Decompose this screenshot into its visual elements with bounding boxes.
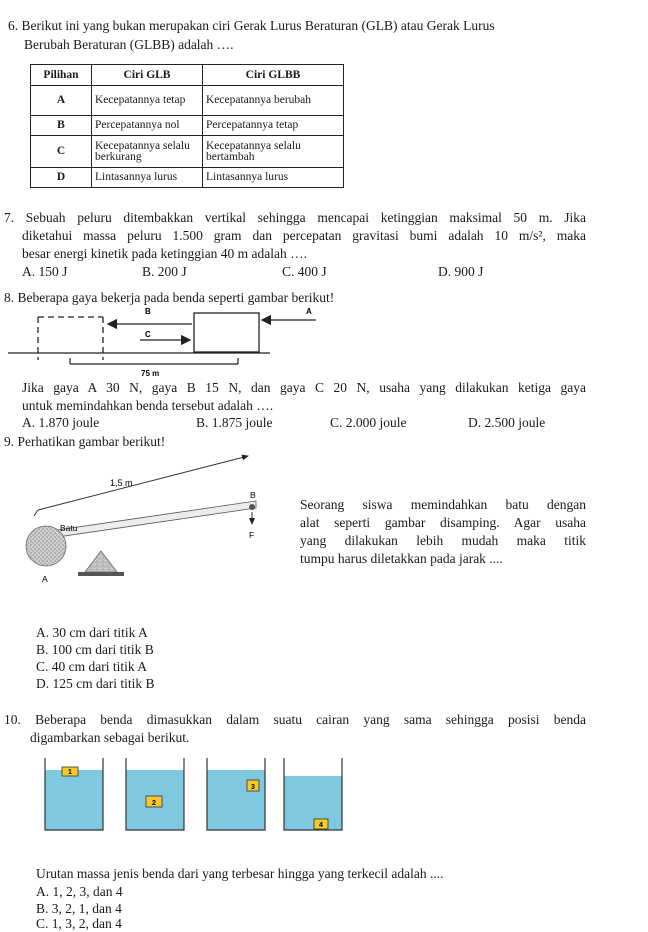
q9-option-a: A. 30 cm dari titik A <box>36 625 148 640</box>
q7-line3: besar energi kinetik pada ketinggian 40 m adalah …. <box>22 246 308 261</box>
table-cell-glbb: Lintasannya lurus <box>203 168 344 188</box>
q9-text-line2: alat seperti gambar disamping. Agar usaha <box>300 515 586 530</box>
q9-option-d: D. 125 cm dari titik B <box>36 676 155 691</box>
q9-option-c: C. 40 cm dari titik A <box>36 659 147 674</box>
q8-option-a: A. 1.870 joule <box>22 415 100 430</box>
table-row <box>31 136 344 168</box>
table-row <box>31 86 344 116</box>
q9-text-line4: tumpu harus diletakkan pada jarak .... <box>300 551 503 566</box>
fulcrum <box>85 551 117 572</box>
object-3-label: 3 <box>251 784 255 791</box>
force-f-label: F <box>249 530 255 540</box>
object-2-label: 2 <box>152 800 156 807</box>
q7-option-a: A. 150 J <box>22 264 68 279</box>
table-cell-glb: Kecepatannya selalu berkurang <box>92 136 203 168</box>
q9-option-b: B. 100 cm dari titik B <box>36 642 154 657</box>
q10-line2: digambarkan sebagai berikut. <box>30 730 190 745</box>
point-b-marker <box>249 504 255 510</box>
q10-question: Urutan massa jenis benda dari yang terbesar hingga yang terkecil adalah .... <box>36 866 444 881</box>
table-header: Pilihan <box>31 65 92 86</box>
q8-line2: Jika gaya A 30 N, gaya B 15 N, dan gaya C 20 N, usaha yang dilakukan ketiga gaya <box>22 380 586 395</box>
table-cell-option: B <box>31 116 92 136</box>
q8-option-c: C. 2.000 joule <box>330 415 407 430</box>
table-row <box>31 168 344 188</box>
table-cell-option: A <box>31 86 92 116</box>
table-row <box>31 116 344 136</box>
table-header: Ciri GLBB <box>203 65 344 86</box>
q8-option-d: D. 2.500 joule <box>468 415 546 430</box>
beakers-diagram <box>40 756 350 836</box>
q7-option-b: B. 200 J <box>142 264 187 279</box>
table-cell-option: D <box>31 168 92 188</box>
table-cell-option: C <box>31 136 92 168</box>
q8-line3: untuk memindahkan benda tersebut adalah …. <box>22 398 274 413</box>
q7-option-d: D. 900 J <box>438 264 484 279</box>
length-dimension-tick <box>34 510 38 516</box>
force-b-label: B <box>145 307 151 316</box>
stone-label: Batu <box>60 523 78 533</box>
table-cell-glb: Percepatannya nol <box>92 116 203 136</box>
object-1-label: 1 <box>68 769 72 776</box>
table-header: Ciri GLB <box>92 65 203 86</box>
beaker-3-water <box>207 770 265 830</box>
beaker-1-water <box>45 770 103 830</box>
q10-option-b: B. 3, 2, 1, dan 4 <box>36 901 122 916</box>
point-a-label: A <box>42 574 48 584</box>
q10-option-c: C. 1, 3, 2, dan 4 <box>36 916 122 931</box>
q7-option-c: C. 400 J <box>282 264 327 279</box>
object-4-label: 4 <box>319 822 323 829</box>
block <box>194 313 259 352</box>
q10-line1: 10. Beberapa benda dimasukkan dalam suatu cairan yang sama sehingga posisi benda <box>4 712 586 727</box>
table-cell-glbb: Kecepatannya berubah <box>203 86 344 116</box>
q9-line1: 9. Perhatikan gambar berikut! <box>4 434 166 449</box>
q6-line2: Berubah Beraturan (GLBB) adalah …. <box>24 37 234 52</box>
lever-bar <box>30 501 256 541</box>
glb-glbb-table <box>30 64 344 188</box>
table-cell-glb: Lintasannya lurus <box>92 168 203 188</box>
force-c-label: C <box>145 330 151 339</box>
point-b-label: B <box>250 490 256 500</box>
q9-text-line1: Seorang siswa memindahkan batu dengan <box>300 497 586 512</box>
length-dimension-line <box>38 456 248 510</box>
beaker-4-water <box>284 776 342 830</box>
lever-diagram <box>10 452 272 588</box>
force-a-label: A <box>306 307 312 316</box>
q7-line1: 7. Sebuah peluru ditembakkan vertikal sehingga mencapai ketinggian maksimal 50 m. Jika <box>4 210 586 225</box>
distance-label: 75 m <box>141 369 160 378</box>
fulcrum-base <box>78 572 124 576</box>
q8-option-b: B. 1.875 joule <box>196 415 273 430</box>
table-cell-glb: Kecepatannya tetap <box>92 86 203 116</box>
table-cell-glbb: Percepatannya tetap <box>203 116 344 136</box>
q8-line1: 8. Beberapa gaya bekerja pada benda seperti gambar berikut! <box>4 290 335 305</box>
q9-text-line3: yang dilakukan lebih mudah maka titik <box>300 533 586 548</box>
table-header-row <box>31 65 344 86</box>
force-diagram <box>0 300 340 380</box>
q10-option-a: A. 1, 2, 3, dan 4 <box>36 884 123 899</box>
q7-line2: diketahui massa peluru 1.500 gram dan percepatan gravitasi bumi adalah 10 m/s², maka <box>22 228 586 243</box>
table-cell-glbb: Kecepatannya selalu bertambah <box>203 136 344 168</box>
q6-line1: 6. Berikut ini yang bukan merupakan ciri Gerak Lurus Beraturan (GLB) atau Gerak Lurus <box>8 18 495 33</box>
length-label: 1,5 m <box>110 478 133 488</box>
